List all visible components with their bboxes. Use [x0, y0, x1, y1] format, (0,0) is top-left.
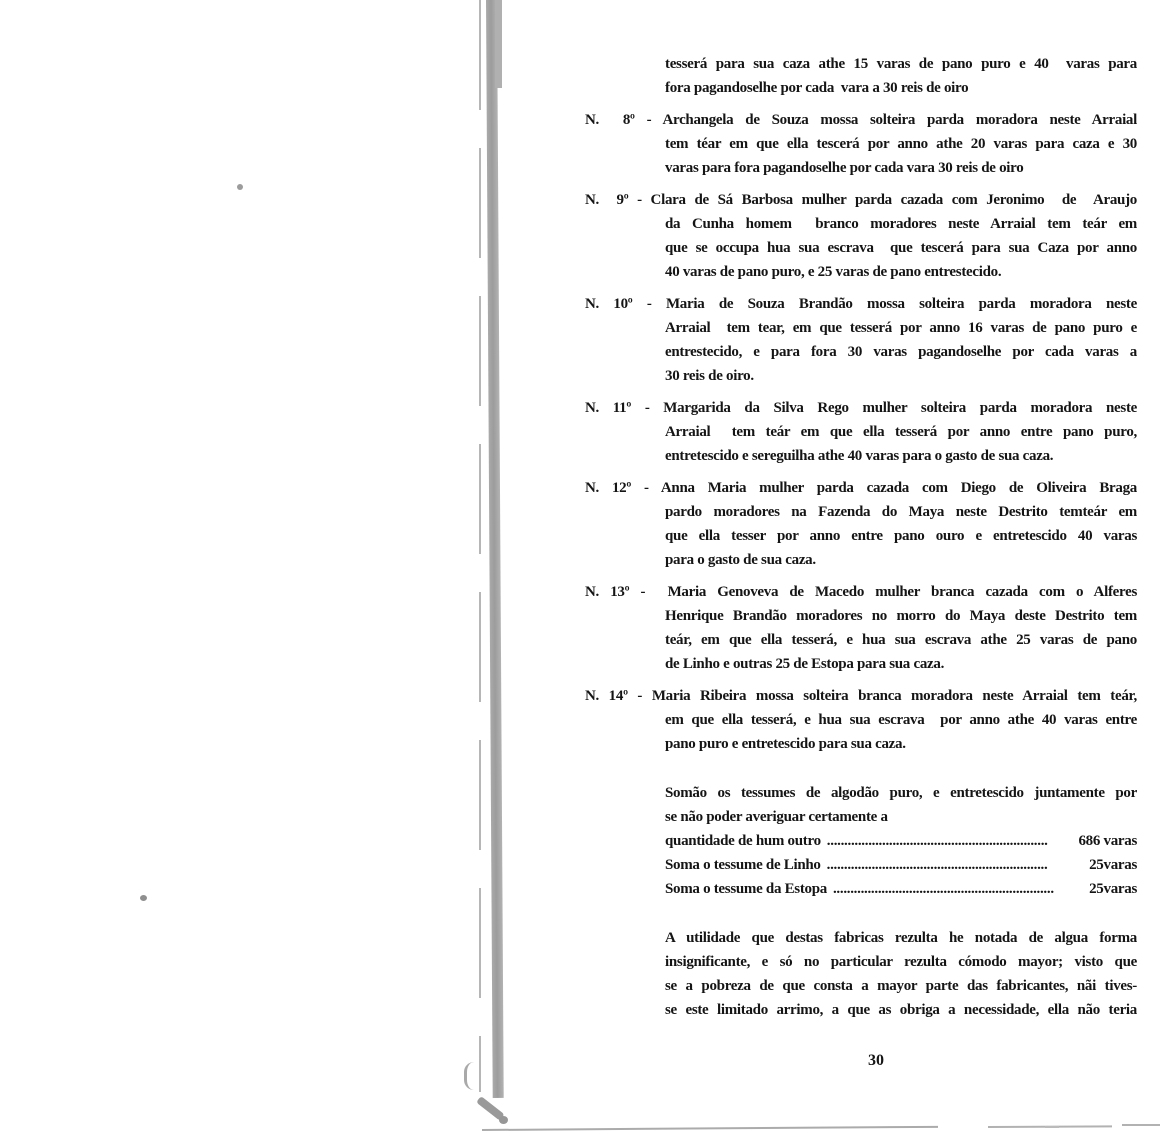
text-line: N. 13º - Maria Genoveva de Macedo mulher branca cazada com o Alferes — [585, 584, 1137, 600]
text-line: 40 varas de pano puro, e 25 varas de pano entrestecido. — [665, 264, 1002, 280]
entry-n12 — [585, 476, 1137, 572]
summary-label: Soma o tessume de Linho — [665, 857, 821, 873]
text-line: entrestecido, e para fora 30 varas pagandoselhe por cada varas a — [665, 344, 1137, 360]
scan-speck — [237, 184, 243, 190]
text-line: 30 reis de oiro. — [665, 368, 754, 384]
dot-leader: ................................................................ — [832, 881, 1054, 897]
summary-value: 25varas — [1089, 857, 1137, 873]
text-line: para o gasto de sua caza. — [665, 552, 816, 568]
entry-n9 — [585, 188, 1137, 284]
summary-value: 25varas — [1089, 881, 1137, 897]
page-edge-line — [1122, 1124, 1160, 1126]
text-line: A utilidade que destas fabricas rezulta he notada de algua forma — [665, 930, 1137, 946]
scan-speck — [140, 895, 147, 901]
text-line: tem téar em que ella tescerá por anno athe 20 varas para caza e 30 — [665, 136, 1137, 152]
book-spine — [486, 0, 504, 1098]
gutter-shadow-line — [479, 0, 481, 1092]
entry-n13 — [585, 580, 1137, 676]
text-line: entretescido e sereguilha athe 40 varas para o gasto de sua caza. — [665, 448, 1054, 464]
totals-block — [585, 781, 1137, 901]
text-line: Henrique Brandão moradores no morro do Maya deste Destrito tem — [665, 608, 1137, 624]
text-line: se não poder averiguar certamente a — [665, 809, 888, 825]
text-line: que ella tesser por anno entre pano ouro e entretescido 40 varas — [665, 528, 1137, 544]
text-line: N. 10º - Maria de Souza Brandão mossa solteira parda moradora neste — [585, 296, 1137, 312]
summary-row-total — [665, 829, 1137, 853]
page-number: 30 — [868, 1052, 884, 1069]
text-line: Arraial tem tear, em que tesserá por anno 16 varas de pano puro e — [665, 320, 1137, 336]
dot-leader: ................................................................ — [826, 833, 1048, 849]
text-line: se a pobreza de que consta a mayor parte das fabricantes, nãi tives- — [665, 978, 1137, 994]
page-edge-line — [1045, 1126, 1059, 1128]
text-line: N. 8º - Archangela de Souza mossa solteira parda moradora neste Arraial — [585, 112, 1137, 128]
text-line: em que ella tesserá, e hua sua escrava por anno athe 40 varas entre — [665, 712, 1137, 728]
text-line: N. 11º - Margarida da Silva Rego mulher solteira parda moradora neste — [585, 400, 1137, 416]
summary-label: Soma o tessume da Estopa — [665, 881, 827, 897]
dot-leader: ................................................................ — [826, 857, 1048, 873]
closing-paragraph — [585, 926, 1137, 1022]
text-line: insignificante, e só no particular rezulta cómodo mayor; visto que — [665, 954, 1137, 970]
text-line: Somão os tessumes de algodão puro, e entretescido juntamente por — [665, 785, 1137, 801]
text-line: pardo moradores na Fazenda do Maya neste Destrito temteár em — [665, 504, 1137, 520]
text-line: teár, em que ella tesserá, e hua sua escrava athe 25 varas de pano — [665, 632, 1137, 648]
text-line: N. 14º - Maria Ribeira mossa solteira branca moradora neste Arraial tem teár, — [585, 688, 1137, 704]
summary-value: 686 varas — [1078, 833, 1137, 849]
scan-artifact-curve — [464, 1062, 477, 1090]
book-spine-top — [495, 0, 502, 88]
text-line: fora pagandoselhe por cada vara a 30 reis de oiro — [665, 80, 969, 96]
summary-label: quantidade de hum outro — [665, 833, 821, 849]
entry-n11 — [585, 396, 1137, 468]
entry-n10 — [585, 292, 1137, 388]
text-line: se este limitado arrimo, a que as obriga a necessidade, ella não teria — [665, 1002, 1137, 1018]
text-line: da Cunha homem branco moradores neste Arraial tem teár em — [665, 216, 1137, 232]
page-edge-line — [482, 1126, 938, 1131]
summary-row-linho — [665, 853, 1137, 877]
text-line: de Linho e outras 25 de Estopa para sua caza. — [665, 656, 945, 672]
text-line: N. 9º - Clara de Sá Barbosa mulher parda cazada com Jeronimo de Araujo — [585, 192, 1137, 208]
text-line: Arraial tem teár em que ella tesserá por anno entre pano puro, — [665, 424, 1137, 440]
text-line: que se occupa hua sua escrava que tescerá para sua Caza por anno — [665, 240, 1137, 256]
entry-n14 — [585, 684, 1137, 756]
entry-n8 — [585, 108, 1137, 180]
text-line: varas para fora pagandoselhe por cada vara 30 reis de oiro — [665, 160, 1024, 176]
text-line: pano puro e entretescido para sua caza. — [665, 736, 906, 752]
text-line: N. 12º - Anna Maria mulher parda cazada com Diego de Oliveira Braga — [585, 480, 1137, 496]
entries-listing — [585, 52, 1137, 756]
text-line: tesserá para sua caza athe 15 varas de pano puro e 40 varas para — [665, 56, 1137, 72]
book-spine-bottom-dot — [499, 1116, 508, 1124]
summary-row-estopa — [665, 877, 1137, 901]
